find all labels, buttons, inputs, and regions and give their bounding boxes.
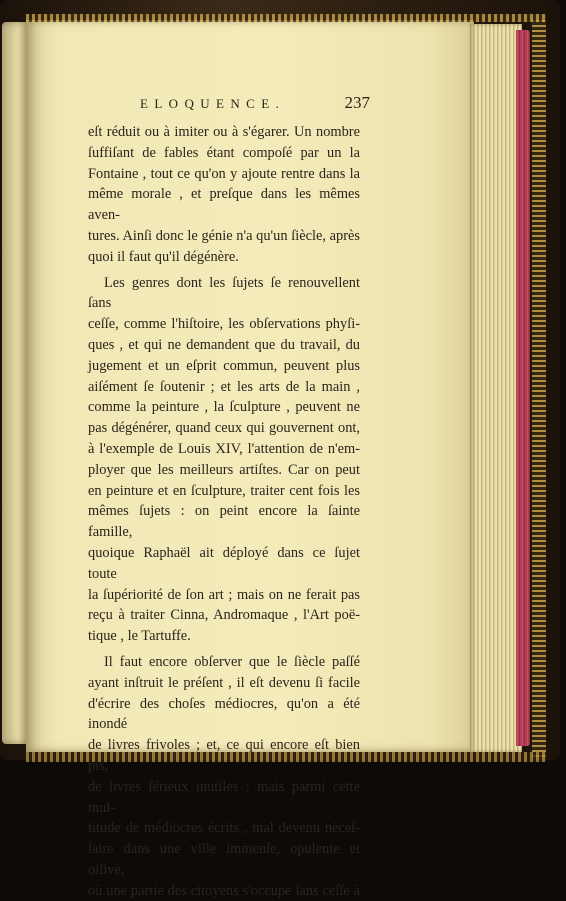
text-line: pas dégénérer, quand ceux qui gouvernent ont,: [88, 420, 360, 437]
text-line: tures. Ainſi donc le génie n'a qu'un ſiècle, après: [88, 227, 360, 244]
text-line: la ſupériorité de ſon art ; mais on ne ferait pas: [88, 586, 360, 603]
left-page-edge: [2, 22, 28, 744]
running-title: ELOQUENCE.: [140, 96, 286, 111]
page-stack-edge: [470, 24, 522, 752]
red-page-edge: [516, 30, 530, 746]
text-line: mêmes ſujets : on peint encore la ſainte famille,: [88, 503, 360, 541]
text-line: Fontaine , tout ce qu'on y ajoute rentre dans la: [88, 165, 360, 182]
text-line: ployer que les meilleurs artiſtes. Car on peut: [88, 461, 360, 478]
text-line: Les genres dont les ſujets ſe renouvellent ſans: [88, 274, 360, 312]
text-line: de livres ſérieux inutiles : mais parmi cette mul-: [88, 778, 360, 816]
text-line: ſaire dans une ville immenſe, opulente et oiſive,: [88, 841, 360, 878]
text-line: ques , et qui ne demandent que du travail, du: [88, 336, 360, 353]
text-line: d'écrire des choſes médiocres, qu'on a été inondé: [88, 695, 360, 733]
text-line: à l'exemple de Louis XIV, l'attention de n'em-: [88, 440, 360, 457]
text-line: de livres frivoles ; et, ce qui encore eſt bien pis,: [88, 737, 360, 774]
gilded-binding: [532, 20, 546, 760]
top-gilded-border: [26, 14, 546, 22]
text-line: tique , le Tartuffe.: [88, 628, 191, 645]
text-line: ſuffiſant de fables étant compoſé par un la: [88, 144, 360, 161]
text-line: quoi il faut qu'il dégénère.: [88, 248, 239, 265]
page-number: 237: [344, 93, 370, 112]
text-line: quoique Raphaël ait déployé dans ce ſujet toute: [88, 544, 360, 582]
text-line: ceſſe, comme l'hiſtoire, les obſervations phyſi-: [88, 316, 360, 333]
text-line: comme la peinture , la ſculpture , peuvent ne: [88, 399, 360, 416]
page-header: [140, 94, 370, 116]
text-line: jugement et un eſprit commun, peuvent plus: [88, 357, 360, 374]
text-line: même morale , et preſque dans les mêmes aven-: [88, 186, 360, 224]
text-line: eſt réduit ou à imiter ou à s'égarer. Un nombre: [88, 124, 360, 140]
body-text: [88, 122, 360, 901]
text-line: ayant inſtruit le préſent , il eſt devenu ſi facile: [88, 674, 360, 691]
text-line: aiſément ſe ſoutenir ; et les arts de la main ,: [88, 378, 360, 395]
text-line: Il faut encore obſerver que le ſiècle paſſé: [104, 653, 360, 670]
text-line: en peinture et en ſculpture, traiter cent fois les: [88, 482, 360, 499]
text-line: reçu à traiter Cinna, Andromaque , l'Art poë-: [88, 607, 360, 624]
text-line: titude de médiocres écrits , mal devenu néceſ-: [88, 820, 360, 837]
text-line: où une partie des citoyens s'occupe ſans ceſſe à: [88, 882, 360, 899]
